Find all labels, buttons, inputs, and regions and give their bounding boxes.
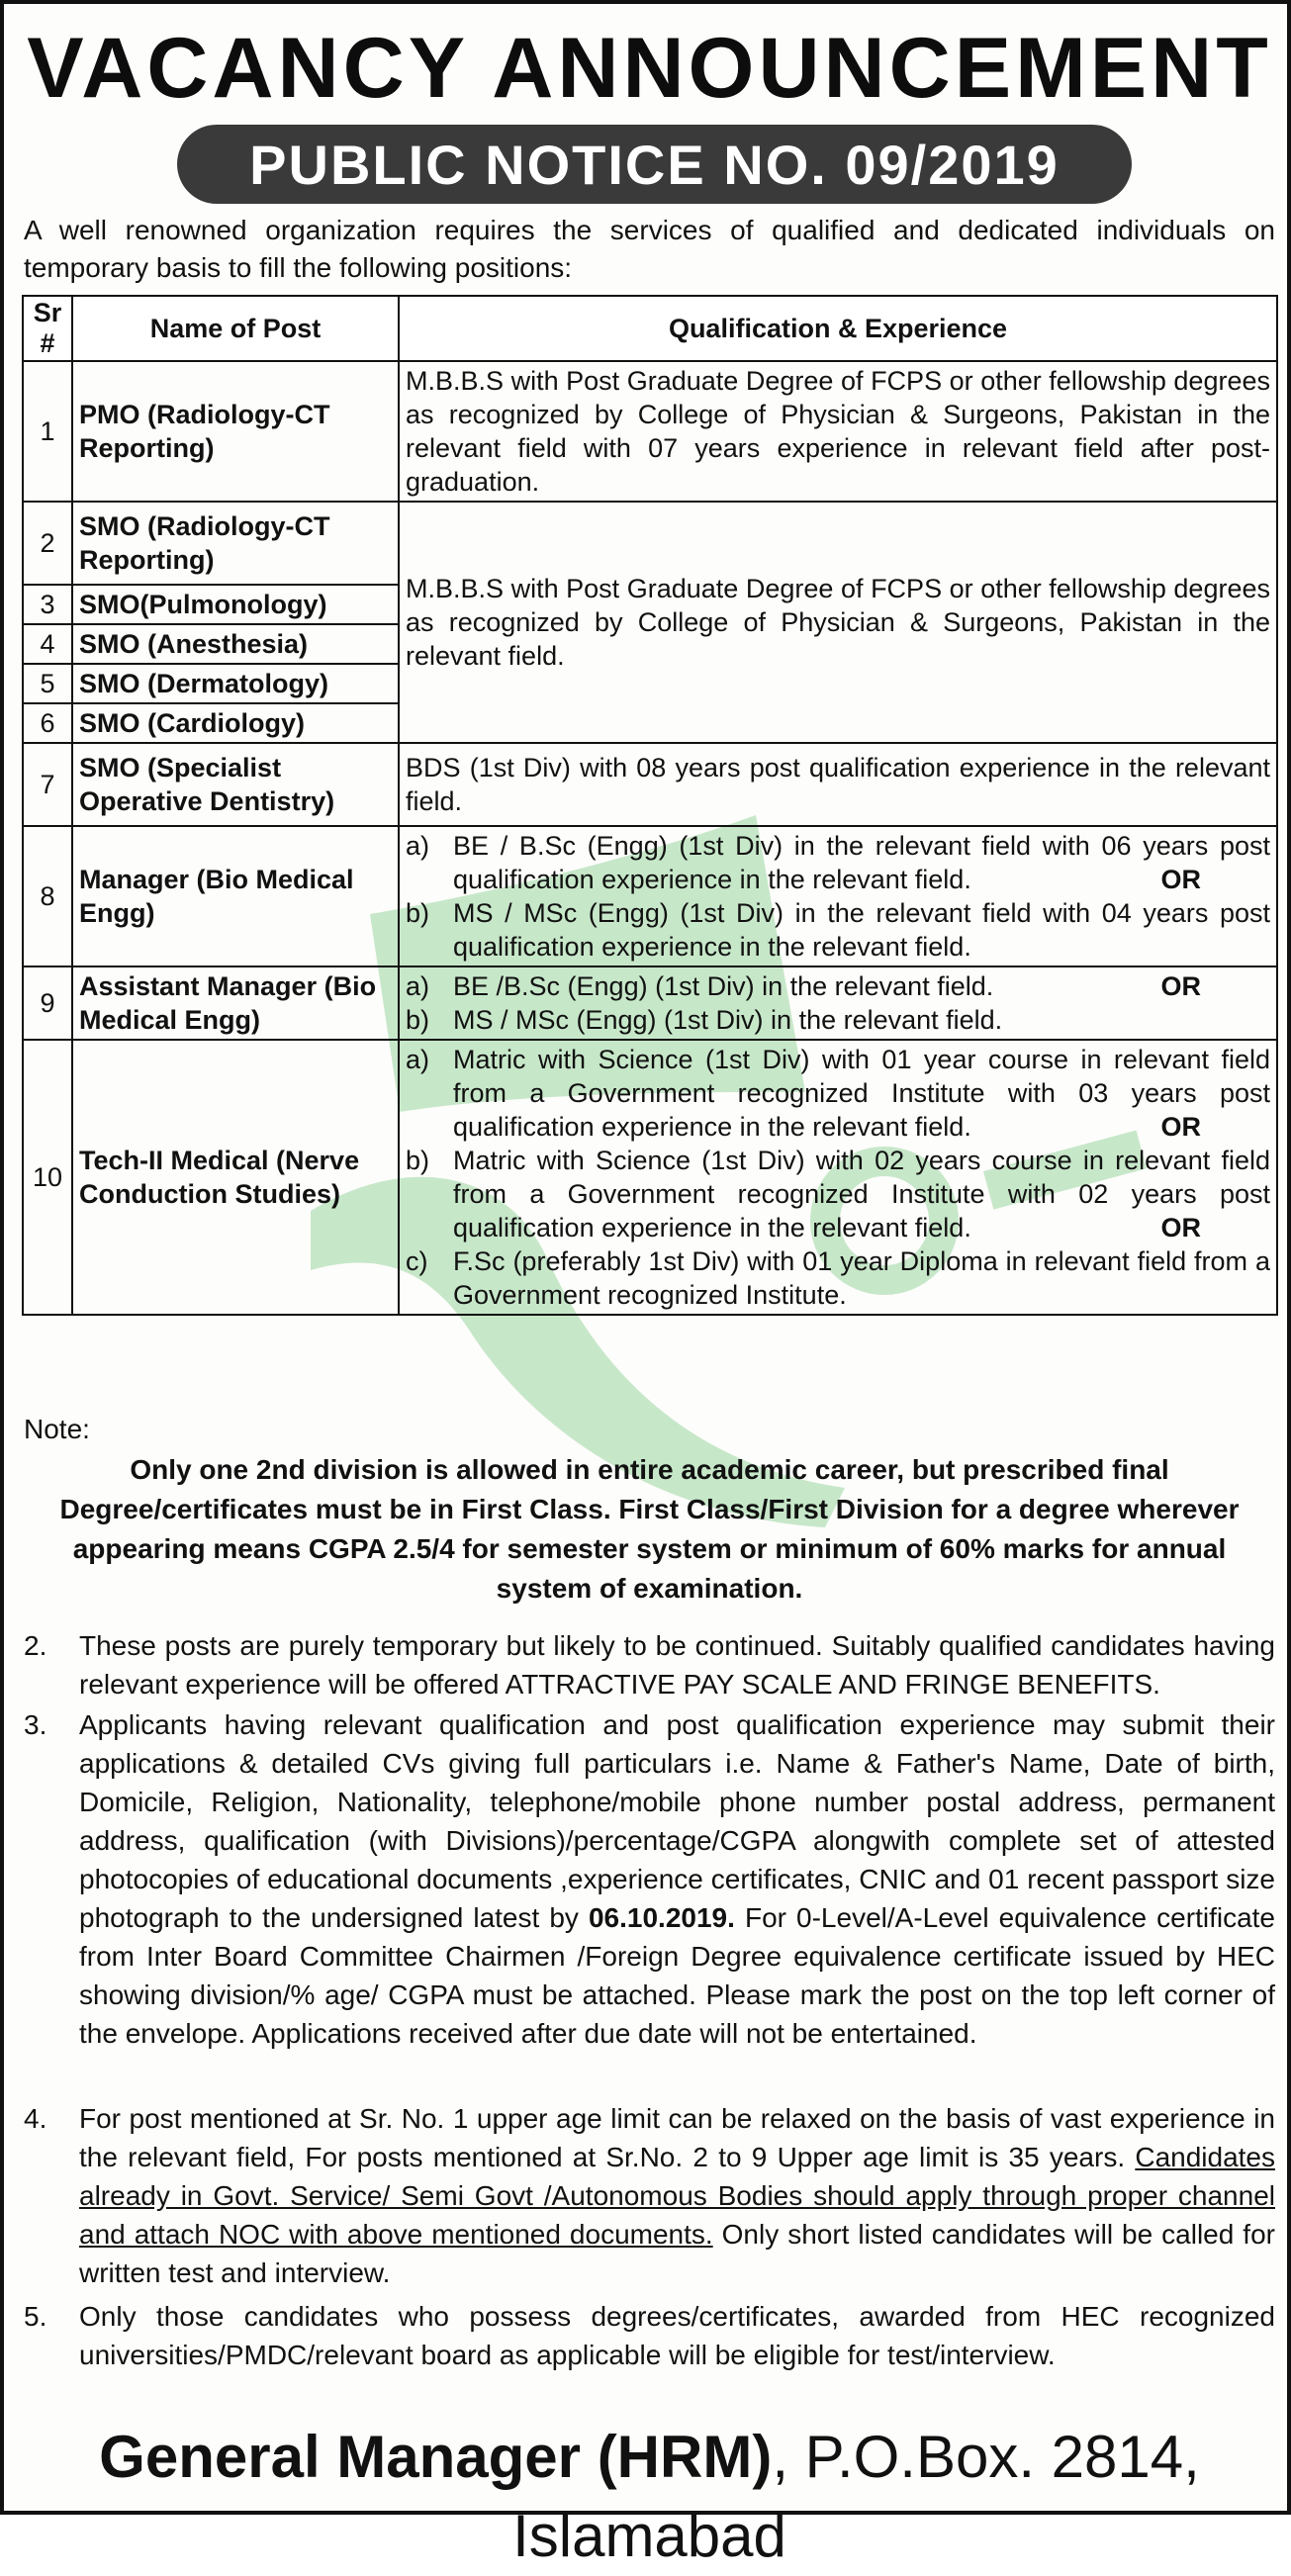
row-qualification <box>399 826 1277 966</box>
list-text-part: Only short listed candidates will be called for written test and interview. <box>79 2219 1275 2288</box>
or-label: OR <box>1160 971 1201 1001</box>
intro-text: A well renowned organization requires the services of qualified and dedicated individuals on temporary basis to fill the following positions: <box>24 215 1275 283</box>
option-b <box>406 1003 1270 1037</box>
header-post: Name of Post <box>72 296 399 361</box>
list-item <box>24 2099 1275 2292</box>
option-label: a) <box>406 1045 430 1074</box>
deadline-date: 06.10.2019. <box>588 1902 735 1933</box>
option-a <box>406 969 1270 1003</box>
row-post: SMO (Cardiology) <box>72 703 399 743</box>
option-body: Matric with Science (1st Div) with 02 years course in relevant field from a Government recognized Institute with 02 years post qualification experience in the relevant field. <box>453 1146 1270 1242</box>
list-item <box>24 2297 1275 2374</box>
option-text: F.Sc (preferably 1st Div) with 01 year Diploma in relevant field from a Government recognized Institute. <box>453 1246 1270 1310</box>
row-sr: 3 <box>23 585 72 624</box>
row-sr: 5 <box>23 664 72 703</box>
table-row <box>23 966 1277 1040</box>
list-text-part: For post mentioned at Sr. No. 1 upper age limit can be relaxed on the basis of vast experience in the relevant field, For posts mentioned at Sr.No. 2 to 9 Upper age limit is 35 years. <box>79 2103 1275 2172</box>
underlined-text: Candidates already in Govt. Service/ Semi Govt /Autonomous Bodies should apply through proper channel and attach NOC with above mentioned documents. <box>79 2142 1275 2250</box>
table-row <box>23 826 1277 966</box>
option-text: MS / MSc (Engg) (1st Div) in the relevant field. <box>453 1005 1003 1035</box>
row-post: SMO (Anesthesia) <box>72 624 399 664</box>
or-label: OR <box>1160 1213 1201 1242</box>
option-a <box>406 829 1270 896</box>
option-text <box>453 969 1270 1003</box>
row-sr: 7 <box>23 743 72 826</box>
row-sr: 4 <box>23 624 72 664</box>
option-label: c) <box>406 1246 428 1276</box>
row-sr: 1 <box>23 361 72 502</box>
option-body: BE /B.Sc (Engg) (1st Div) in the relevant field. <box>453 971 994 1001</box>
row-post: PMO (Radiology-CT Reporting) <box>72 361 399 502</box>
or-label: OR <box>1160 865 1201 894</box>
positions-table <box>22 295 1278 1316</box>
table-row <box>23 1040 1277 1315</box>
option-label: a) <box>406 831 430 861</box>
list-number: 3. <box>24 1709 47 1740</box>
option-body: Matric with Science (1st Div) with 01 year course in relevant field from a Government recognized Institute with 03 years post qualification experience in the relevant field. <box>453 1045 1270 1142</box>
option-text: MS / MSc (Engg) (1st Div) in the relevant field with 04 years post qualification experience in the relevant field. <box>453 898 1270 962</box>
list-text-part: For 0-Level/A-Level equivalence certificate from Inter Board Committee Chairmen /Foreign Degree equivalence certificate issued by HEC showing division/% age/ CGPA must be attached. Please mark the post on the top left corner of the envelope. Applications received after due date will not be entertained. <box>79 1902 1275 2049</box>
option-label: b) <box>406 898 430 928</box>
row-post: Tech-II Medical (Nerve Conduction Studies) <box>72 1040 399 1315</box>
row-post: SMO (Dermatology) <box>72 664 399 703</box>
option-text <box>453 1043 1270 1144</box>
row-post: SMO(Pulmonology) <box>72 585 399 624</box>
row-qualification <box>399 966 1277 1040</box>
or-label: OR <box>1160 1112 1201 1142</box>
header-qualification: Qualification & Experience <box>399 296 1277 361</box>
footer-title: General Manager (HRM) <box>99 2424 773 2490</box>
row-sr: 10 <box>23 1040 72 1315</box>
list-text-part: Applicants having relevant qualification and post qualification experience may submit their applications & detailed CVs giving full particulars i.e. Name & Father's Name, Date of birth, Domicile, Religion, Nationality, telephone/mobile phone number postal address, permanent address, qualification (with Divisions)/percentage/CGPA alongwith complete set of attested photocopies of educational documents ,experience certificates, CNIC and 01 recent passport size photograph to the undersigned latest by <box>79 1709 1275 1933</box>
table-row <box>23 361 1277 502</box>
note-bold-text: Only one 2nd division is allowed in entire academic career, but prescribed final Degree/certificates must be in First Class. First Class/First Division for a degree wherever appearing means CGPA 2.5/4 for semester system or minimum of 60% marks for annual system of examination. <box>59 1454 1240 1604</box>
list-text: Only those candidates who possess degrees/certificates, awarded from HEC recognized universities/PMDC/relevant board as applicable will be eligible for test/interview. <box>79 2301 1275 2370</box>
row-qualification: M.B.B.S with Post Graduate Degree of FCPS or other fellowship degrees as recognized by College of Physician & Surgeons, Pakistan in the relevant field with 07 years experience in relevant field after post- graduation. <box>399 361 1277 502</box>
option-a <box>406 1043 1270 1144</box>
table-row <box>23 502 1277 585</box>
row-post: Manager (Bio Medical Engg) <box>72 826 399 966</box>
option-body: BE / B.Sc (Engg) (1st Div) in the relevant field with 06 years post qualification experience in the relevant field. <box>453 831 1270 894</box>
row-qualification: M.B.B.S with Post Graduate Degree of FCPS or other fellowship degrees as recognized by College of Physician & Surgeons, Pakistan in the relevant field. <box>399 502 1277 743</box>
row-sr: 2 <box>23 502 72 585</box>
notice-number: PUBLIC NOTICE NO. 09/2019 <box>249 134 1060 196</box>
table-row <box>23 743 1277 826</box>
row-post: SMO (Radiology-CT Reporting) <box>72 502 399 585</box>
row-qualification <box>399 1040 1277 1315</box>
note-label: Note: <box>24 1414 90 1444</box>
list-text: These posts are purely temporary but likely to be continued. Suitably qualified candidates having relevant experience will be offered ATTRACTIVE PAY SCALE AND FRINGE BENEFITS. <box>79 1630 1275 1700</box>
row-post: Assistant Manager (Bio Medical Engg) <box>72 966 399 1040</box>
option-b <box>406 896 1270 964</box>
row-post: SMO (Specialist Operative Dentistry) <box>72 743 399 826</box>
list-number: 4. <box>24 2103 47 2134</box>
row-sr: 8 <box>23 826 72 966</box>
option-c <box>406 1244 1270 1312</box>
list-text <box>79 1705 1275 2053</box>
option-label: a) <box>406 971 430 1001</box>
list-text <box>79 2099 1275 2292</box>
row-sr: 9 <box>23 966 72 1040</box>
option-text <box>453 1144 1270 1244</box>
footer-address: , P.O.Box. 2814, Islamabad <box>512 2424 1200 2569</box>
list-number: 2. <box>24 1630 47 1661</box>
option-b <box>406 1144 1270 1244</box>
row-qualification: BDS (1st Div) with 08 years post qualification experience in the relevant field. <box>399 743 1277 826</box>
row-sr: 6 <box>23 703 72 743</box>
table-header-row <box>23 296 1277 361</box>
list-item <box>24 1626 1275 1703</box>
option-text <box>453 829 1270 896</box>
header-sr: Sr # <box>23 296 72 361</box>
list-item <box>24 1705 1275 2053</box>
option-label: b) <box>406 1005 430 1035</box>
footer-contact <box>4 2418 1291 2576</box>
option-label: b) <box>406 1146 430 1175</box>
list-number: 5. <box>24 2301 47 2332</box>
page-title: VACANCY ANNOUNCEMENT <box>27 21 1272 116</box>
